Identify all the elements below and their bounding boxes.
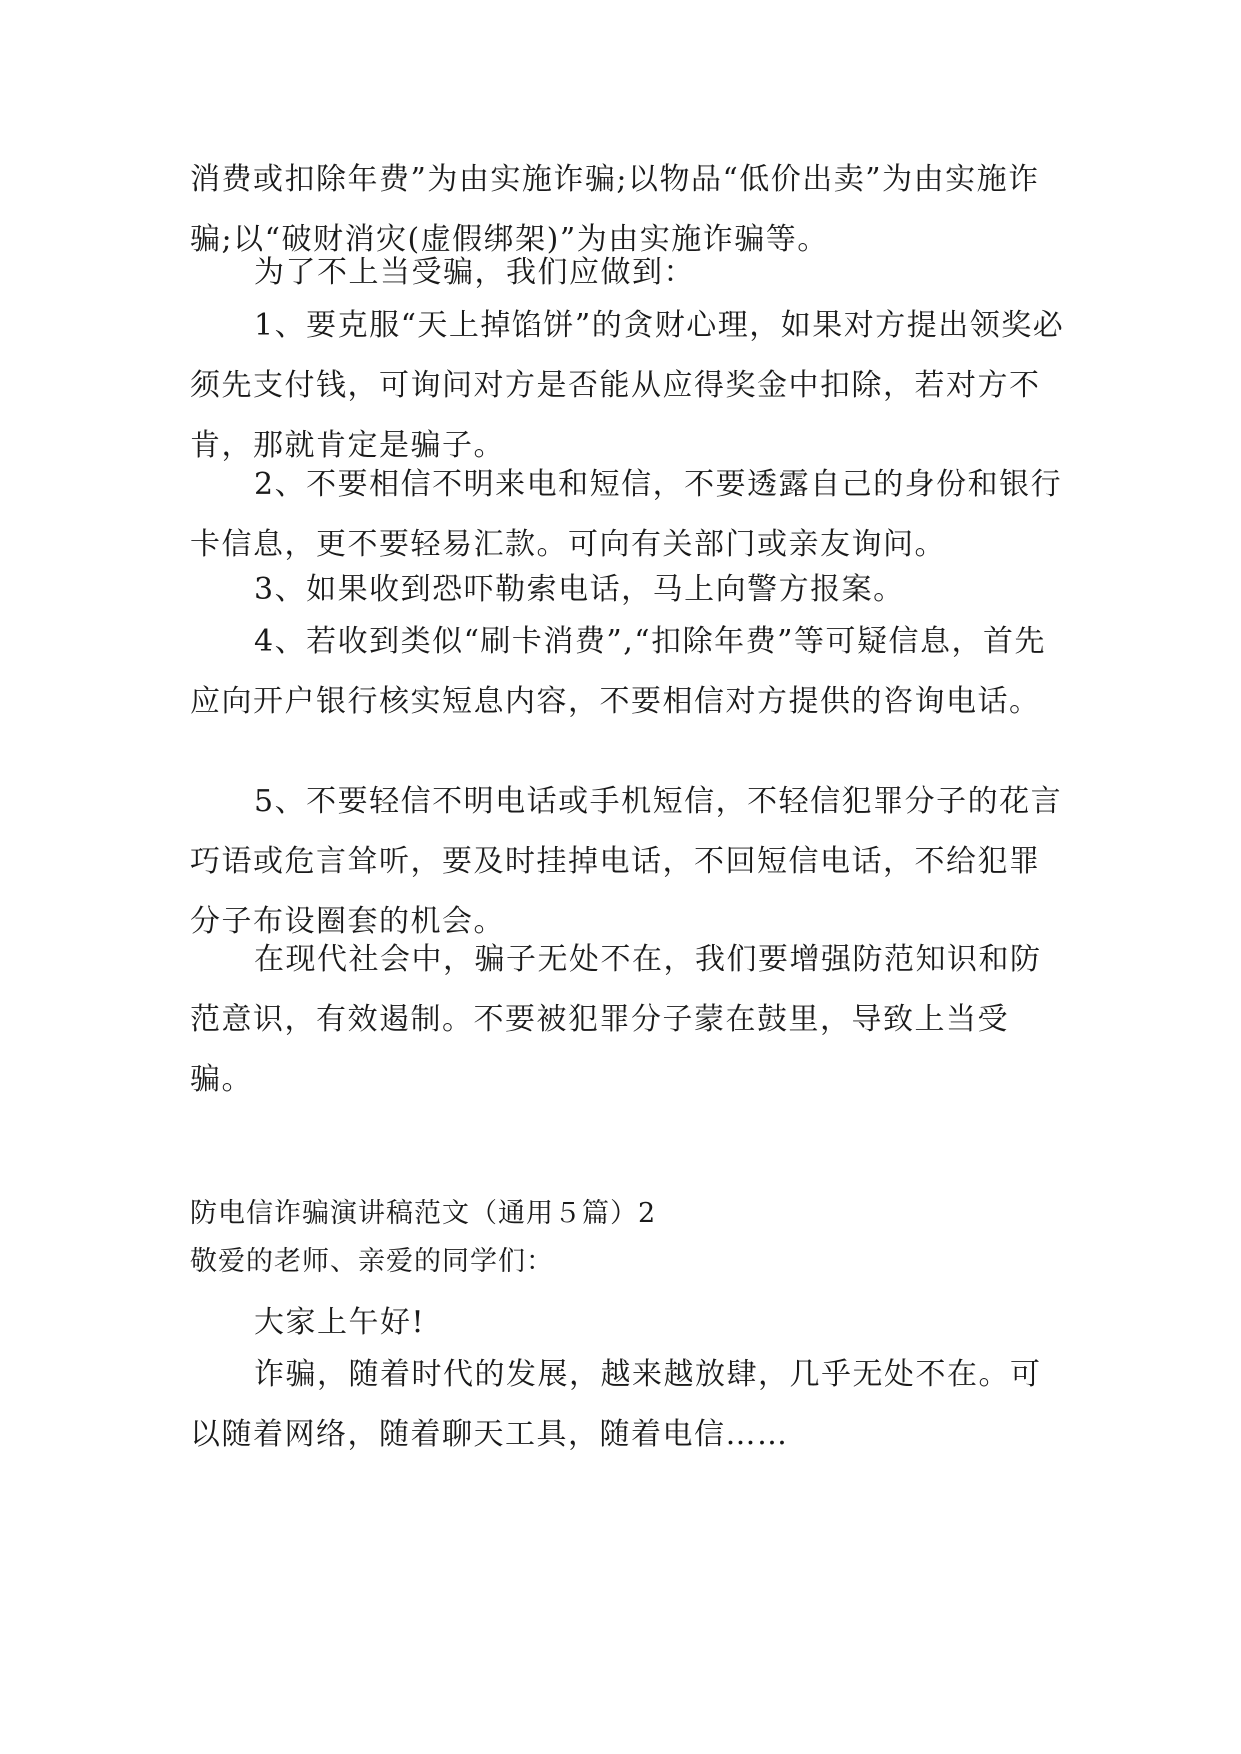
paragraph-intro: 为了不上当受骗，我们应做到： (254, 255, 695, 290)
paragraph-item-3: 3、如果收到恐吓勒索电话，马上向警方报案。 (254, 572, 905, 607)
paragraph-conclusion: 在现代社会中，骗子无处不在，我们要增强防范知识和防范意识，有效遏制。不要被犯罪分子蒙在鼓里，导致上当受骗。 (190, 942, 1042, 1097)
section-title: 防电信诈骗演讲稿范文（通用５篇）2 (190, 1198, 657, 1229)
paragraph-item-4: 4、若收到类似“刷卡消费”,“扣除年费”等可疑信息，首先应向开户银行核实短息内容，不要相信对方提供的咨询电话。 (190, 624, 1046, 719)
closing-paragraph: 诈骗，随着时代的发展，越来越放肆，几乎无处不在。可以随着网络，随着聊天工具，随着电信…… (190, 1357, 1042, 1452)
paragraph-item-2: 2、不要相信不明来电和短信，不要透露自己的身份和银行卡信息，更不要轻易汇款。可向有关部门或亲友询问。 (190, 467, 1063, 562)
greeting: 大家上午好! (254, 1305, 426, 1340)
salutation: 敬爱的老师、亲爱的同学们： (190, 1246, 554, 1277)
paragraph-continuation: 消费或扣除年费”为由实施诈骗;以物品“低价出卖”为由实施诈骗;以“破财消灾(虚假绑架)”为由实施诈骗等。 (190, 162, 1040, 257)
paragraph-item-1: 1、要克服“天上掉馅饼”的贪财心理，如果对方提出领奖必须先支付钱，可询问对方是否能从应得奖金中扣除，若对方不肯，那就肯定是骗子。 (190, 308, 1065, 463)
paragraph-item-5: 5、不要轻信不明电话或手机短信，不轻信犯罪分子的花言巧语或危言耸听，要及时挂掉电话，不回短信电话，不给犯罪分子布设圈套的机会。 (190, 784, 1063, 939)
